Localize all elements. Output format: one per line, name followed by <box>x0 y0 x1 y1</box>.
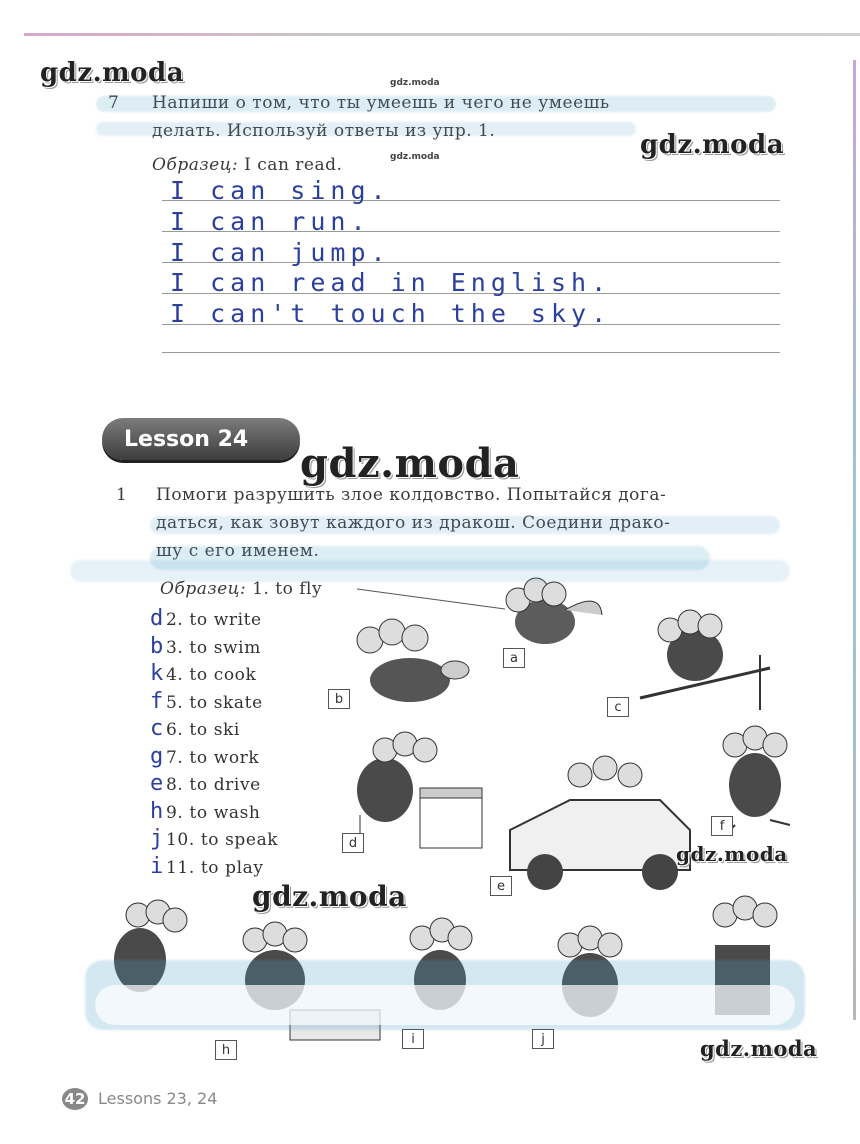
verb-text: 5. to skate <box>166 693 263 713</box>
answer-letter: d <box>150 606 164 631</box>
lesson-title: Lesson 24 <box>102 418 300 460</box>
writing-line <box>162 352 780 353</box>
picture-label: b <box>328 689 350 709</box>
verb-text: 8. to drive <box>166 775 261 795</box>
verb-item <box>150 634 261 659</box>
answer-letter: g <box>150 744 164 769</box>
answer-letter: e <box>150 771 164 796</box>
picture-label: e <box>490 876 512 896</box>
exercise-1-line-1: Помоги разрушить злое колдовство. Попытайся дога- <box>156 485 667 505</box>
verb-item <box>150 744 259 769</box>
answer-letter: h <box>150 799 164 824</box>
picture-label: a <box>503 648 525 668</box>
watermark: gdz.moda <box>300 440 520 487</box>
dragon-swim-illustration <box>357 619 469 702</box>
scan-smear <box>70 560 790 582</box>
exercise-1-line-2: даться, как зовут каждого из дракош. Соедини драко- <box>156 513 671 533</box>
verb-item <box>150 606 262 631</box>
watermark: gdz.moda <box>40 58 185 88</box>
dragon-fly-illustration <box>506 578 602 644</box>
picture-label: h <box>215 1040 237 1060</box>
page-footer <box>62 1088 217 1110</box>
scan-smear <box>96 122 636 136</box>
handwritten-answer: I can sing. <box>170 176 391 205</box>
verb-item <box>150 799 260 824</box>
verb-item <box>150 716 240 741</box>
picture-label: j <box>532 1029 554 1049</box>
verb-text: 9. to wash <box>166 803 261 823</box>
car-drive-illustration <box>510 756 690 890</box>
answer-letter: k <box>150 661 164 686</box>
sample-text: I can read. <box>244 155 343 175</box>
exercise-7-number: 7 <box>108 93 120 113</box>
verb-text: 10. to speak <box>166 830 279 850</box>
verb-item <box>150 826 278 851</box>
verb-item <box>150 771 261 796</box>
side-edge <box>853 60 856 1020</box>
verb-text: 4. to cook <box>166 665 257 685</box>
exercise-7-line-1: Напиши о том, что ты умеешь и чего не умеешь <box>152 93 610 113</box>
sample-text: 1. to fly <box>252 579 323 599</box>
verb-text: 7. to work <box>166 748 260 768</box>
dragon-write-illustration <box>357 732 482 850</box>
verb-text: 11. to play <box>166 858 264 878</box>
watermark: gdz.moda <box>676 842 788 866</box>
top-rule <box>24 33 860 36</box>
verb-item <box>150 689 263 714</box>
sample-label: Образец: <box>160 579 247 599</box>
watermark: gdz.moda <box>640 130 785 160</box>
watermark: gdz.moda <box>252 880 407 913</box>
verb-text: 3. to swim <box>166 638 261 658</box>
verb-text: 2. to write <box>166 610 262 630</box>
verb-text: 6. to ski <box>166 720 240 740</box>
exercise-1-number: 1 <box>116 485 128 505</box>
picture-label: c <box>607 697 629 717</box>
handwritten-answer: I can read in English. <box>170 268 612 297</box>
picture-label: f <box>711 816 733 836</box>
handwritten-answer: I can jump. <box>170 238 391 267</box>
watermark-small: gdz.moda <box>390 152 440 162</box>
picture-label: d <box>342 833 364 853</box>
verb-item <box>150 854 264 879</box>
exercise-7-line-2: делать. Используй ответы из упр. 1. <box>152 121 496 141</box>
answer-letter: i <box>150 854 164 879</box>
answer-letter: b <box>150 634 164 659</box>
watermark: gdz.moda <box>700 1036 818 1061</box>
picture-label: i <box>402 1029 424 1049</box>
verb-item <box>150 661 256 686</box>
dragon-skate-illustration <box>723 726 790 835</box>
answer-letter: c <box>150 716 164 741</box>
running-title: Lessons 23, 24 <box>98 1089 218 1108</box>
watermark-small: gdz.moda <box>390 78 440 88</box>
scan-smear <box>150 516 780 534</box>
sample-label: Образец: <box>152 155 239 175</box>
page-number: 42 <box>62 1088 88 1110</box>
handwritten-answer: I can't touch the sky. <box>170 299 612 328</box>
exercise-1-line-3: шу с его именем. <box>156 541 320 561</box>
dragon-ski-illustration <box>640 610 770 710</box>
handwritten-answer: I can run. <box>170 207 371 236</box>
scan-smear <box>96 96 776 112</box>
answer-letter: f <box>150 689 164 714</box>
scan-smear <box>95 985 795 1025</box>
answer-letter: j <box>150 826 164 851</box>
